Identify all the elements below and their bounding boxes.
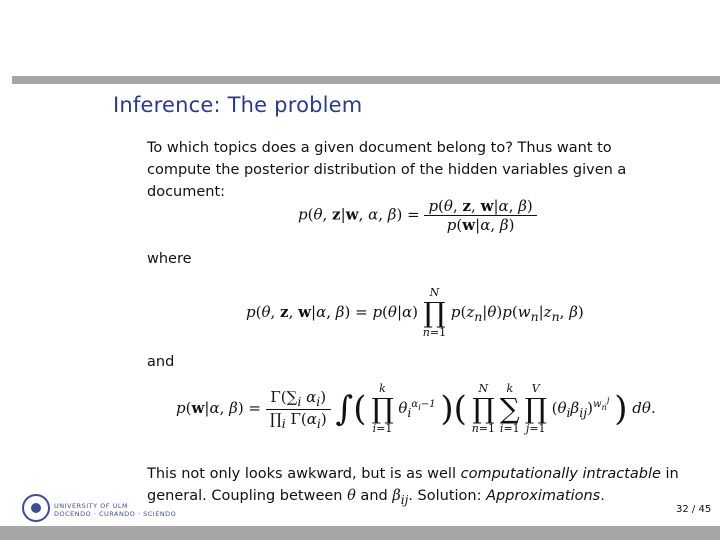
intro-line-2: compute the posterior distribution of the hidden variables given a (147, 162, 627, 178)
beta-ij-symbol: $\beta_{ij}$ (392, 488, 409, 507)
university-line-1: UNIVERSITY OF ULM (54, 502, 129, 510)
outro-text-2: in (660, 466, 679, 482)
outro-line-1 (147, 463, 679, 485)
outro-emphasis-1: computationally intractable (460, 466, 661, 482)
intro-line-1: To which topics does a given document belong to? Thus want to (147, 140, 612, 156)
where-label: where (147, 251, 192, 267)
footer-bar (0, 526, 720, 540)
intro-paragraph (147, 137, 626, 203)
intro-line-3: document: (147, 184, 226, 200)
university-name (54, 502, 176, 518)
outro-text-1: This not only looks awkward, but is as well (147, 466, 461, 482)
page-number: 32 / 45 (676, 504, 712, 515)
outro-text-3: general. Coupling between (147, 488, 348, 504)
university-line-2: DOCENDO · CURANDO · SCIENDO (54, 510, 177, 518)
posterior-fraction: $\frac{p(\theta, z, w|\alpha, \beta)}{p(w|\alpha, \beta)}$ (424, 197, 536, 234)
outro-emphasis-2: Approximations (486, 488, 601, 504)
outro-text-6: . (600, 488, 605, 504)
slide-title: Inference: The problem (113, 93, 363, 117)
outro-line-2 (147, 485, 679, 511)
outro-text-4: and (355, 488, 393, 504)
product-symbol: N ∏ n=1 (422, 286, 447, 339)
header-bar (12, 76, 720, 84)
outro-paragraph (147, 463, 679, 511)
and-label: and (147, 354, 175, 370)
university-seal-icon (22, 494, 50, 522)
posterior-equation: p(θ, z|w, α, β) = $\frac{p(\theta, z, w|\alpha, \beta)}{p(w|\alpha, \beta)}$ (298, 197, 537, 234)
gamma-fraction: $\frac{\Gamma(\sum_i \alpha_i)}{\prod_i \Gamma(\alpha_i)}$ (266, 388, 331, 431)
marginal-equation: p(w|α, β) = $\frac{\Gamma(\sum_i \alpha_i)}{\prod_i \Gamma(\alpha_i)}$ ∫( k ∏ i=1 $\theta_i^{\alpha_i-1}$ )( N ∏ n=1 k ∑ i=1 V ∏ j=1 $(\theta_i\beta_{ij})^{w_n^j}$ ) dθ. (176, 382, 656, 435)
outro-text-5: . Solution: (408, 488, 487, 504)
theta-symbol: θ (347, 488, 356, 504)
joint-equation: p(θ, z, w|α, β) = p(θ|α) N ∏ n=1 $p(z_n|\theta)p(w_n|z_n$, β) (246, 286, 584, 339)
